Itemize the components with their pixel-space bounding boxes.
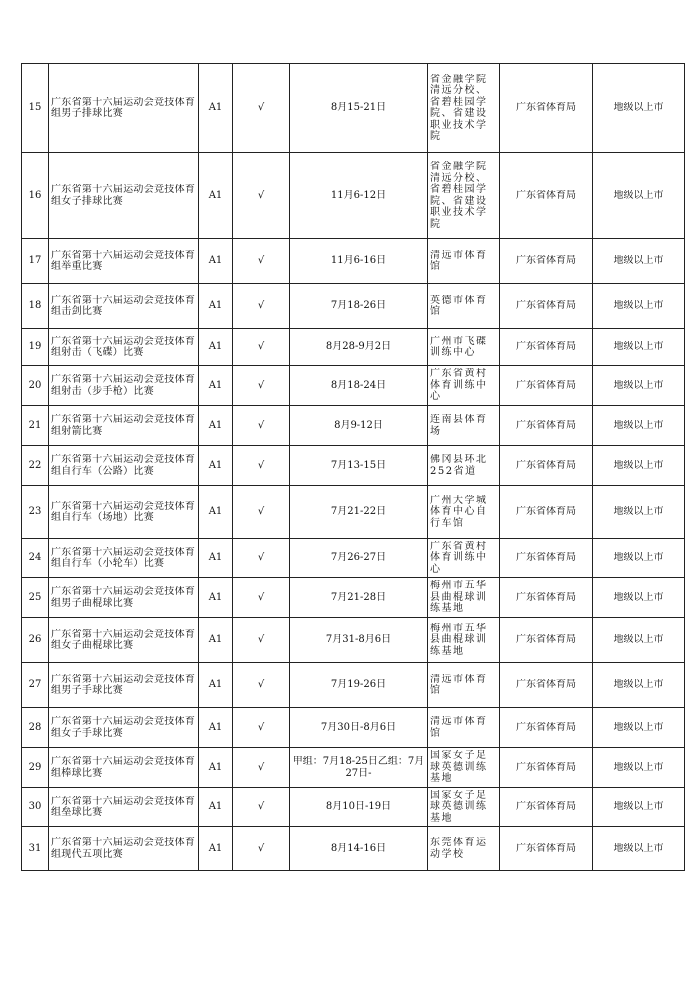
event-name-text: 广东省第十六届运动会竞技体育组射箭比赛 bbox=[51, 414, 196, 437]
row-number bbox=[22, 486, 49, 539]
row-number bbox=[22, 788, 49, 827]
check-mark-text: √ bbox=[257, 255, 265, 267]
organizer-text: 广东省体育局 bbox=[516, 842, 576, 854]
check-mark-text: √ bbox=[257, 419, 265, 431]
check-mark-text: √ bbox=[257, 634, 265, 646]
event-venue bbox=[428, 539, 500, 578]
organizer bbox=[500, 406, 593, 446]
event-date-text: 7月18-26日 bbox=[330, 300, 387, 312]
event-venue-text: 国家女子足球英德训练基地 bbox=[430, 750, 488, 785]
table-row bbox=[22, 663, 685, 708]
row-number-text: 24 bbox=[28, 552, 42, 564]
event-venue-text: 国家女子足球英德训练基地 bbox=[430, 789, 488, 824]
organizer bbox=[500, 663, 593, 708]
event-level bbox=[199, 539, 233, 578]
event-level-text: A1 bbox=[208, 761, 223, 773]
organizer-text: 广东省体育局 bbox=[516, 679, 576, 691]
event-name-text: 广东省第十六届运动会竞技体育组自行车（小轮车）比赛 bbox=[51, 546, 196, 569]
event-level bbox=[199, 663, 233, 708]
organizer-text: 广东省体育局 bbox=[516, 379, 576, 391]
event-name-text: 广东省第十六届运动会竞技体育组男子曲棍球比赛 bbox=[51, 586, 196, 609]
row-number-text: 18 bbox=[28, 300, 42, 312]
event-venue bbox=[428, 827, 500, 871]
row-number bbox=[22, 239, 49, 284]
participant-scope bbox=[593, 539, 685, 578]
row-number bbox=[22, 539, 49, 578]
organizer bbox=[500, 329, 593, 366]
event-date-text: 8月10日-19日 bbox=[325, 801, 392, 813]
row-number-text: 26 bbox=[28, 634, 42, 646]
table-row bbox=[22, 578, 685, 618]
event-name-text: 广东省第十六届运动会竞技体育组男子手球比赛 bbox=[51, 673, 196, 696]
event-level-text: A1 bbox=[208, 459, 223, 471]
schedule-table bbox=[21, 63, 685, 871]
event-name-text: 广东省第十六届运动会竞技体育组举重比赛 bbox=[51, 249, 196, 272]
event-date bbox=[290, 64, 428, 153]
participant-scope-text: 地级以上市 bbox=[613, 634, 664, 646]
participant-scope-text: 地级以上市 bbox=[613, 591, 664, 603]
row-number-text: 27 bbox=[28, 679, 42, 691]
check-mark-text: √ bbox=[257, 341, 265, 353]
event-level-text: A1 bbox=[208, 341, 223, 353]
event-date bbox=[290, 618, 428, 663]
row-number-text: 28 bbox=[28, 721, 42, 733]
event-date-text: 7月21-28日 bbox=[330, 591, 387, 603]
participant-scope bbox=[593, 748, 685, 788]
event-name-text: 广东省第十六届运动会竞技体育组女子排球比赛 bbox=[51, 184, 196, 207]
table-row bbox=[22, 153, 685, 239]
organizer bbox=[500, 618, 593, 663]
participant-scope-text: 地级以上市 bbox=[613, 679, 664, 691]
event-level-text: A1 bbox=[208, 255, 223, 267]
event-date-text: 8月28-9月2日 bbox=[325, 341, 392, 353]
row-number bbox=[22, 64, 49, 153]
check-mark-text: √ bbox=[257, 506, 265, 518]
organizer bbox=[500, 446, 593, 486]
event-name-text: 广东省第十六届运动会竞技体育组自行车（公路）比赛 bbox=[51, 454, 196, 477]
event-level-text: A1 bbox=[208, 591, 223, 603]
check-mark bbox=[233, 329, 290, 366]
organizer bbox=[500, 366, 593, 406]
event-venue-text: 清远市体育馆 bbox=[430, 249, 488, 272]
event-date bbox=[290, 284, 428, 329]
organizer-text: 广东省体育局 bbox=[516, 801, 576, 813]
event-date-text: 8月14-16日 bbox=[330, 842, 387, 854]
event-name-text: 广东省第十六届运动会竞技体育组射击（步手枪）比赛 bbox=[51, 374, 196, 397]
table-row bbox=[22, 748, 685, 788]
check-mark-text: √ bbox=[257, 801, 265, 813]
row-number bbox=[22, 708, 49, 748]
organizer bbox=[500, 284, 593, 329]
event-date bbox=[290, 708, 428, 748]
event-venue bbox=[428, 708, 500, 748]
event-venue-text: 梅州市五华县曲棍球训练基地 bbox=[430, 622, 488, 657]
event-venue-text: 广州市飞碟训练中心 bbox=[430, 335, 488, 358]
event-date bbox=[290, 446, 428, 486]
organizer bbox=[500, 153, 593, 239]
event-level bbox=[199, 788, 233, 827]
event-venue bbox=[428, 406, 500, 446]
row-number bbox=[22, 827, 49, 871]
event-venue bbox=[428, 446, 500, 486]
participant-scope-text: 地级以上市 bbox=[613, 842, 664, 854]
event-name bbox=[49, 788, 199, 827]
event-venue bbox=[428, 64, 500, 153]
event-venue-text: 梅州市五华县曲棍球训练基地 bbox=[430, 580, 488, 615]
table-row bbox=[22, 406, 685, 446]
event-date-text: 7月21-22日 bbox=[330, 506, 387, 518]
row-number-text: 29 bbox=[28, 761, 42, 773]
event-level bbox=[199, 748, 233, 788]
participant-scope-text: 地级以上市 bbox=[613, 459, 664, 471]
organizer bbox=[500, 708, 593, 748]
organizer bbox=[500, 748, 593, 788]
check-mark bbox=[233, 153, 290, 239]
event-date-text: 7月30日-8月6日 bbox=[320, 721, 397, 733]
participant-scope bbox=[593, 366, 685, 406]
event-date bbox=[290, 486, 428, 539]
check-mark bbox=[233, 446, 290, 486]
check-mark-text: √ bbox=[257, 842, 265, 854]
event-level-text: A1 bbox=[208, 189, 223, 201]
participant-scope bbox=[593, 239, 685, 284]
event-name-text: 广东省第十六届运动会竞技体育组现代五项比赛 bbox=[51, 837, 196, 860]
table-row bbox=[22, 486, 685, 539]
table-row bbox=[22, 539, 685, 578]
event-name bbox=[49, 329, 199, 366]
event-venue bbox=[428, 748, 500, 788]
participant-scope bbox=[593, 284, 685, 329]
event-name-text: 广东省第十六届运动会竞技体育组男子排球比赛 bbox=[51, 96, 196, 119]
event-level bbox=[199, 64, 233, 153]
event-level bbox=[199, 486, 233, 539]
participant-scope-text: 地级以上市 bbox=[613, 341, 664, 353]
event-venue bbox=[428, 239, 500, 284]
participant-scope bbox=[593, 329, 685, 366]
event-level bbox=[199, 827, 233, 871]
event-date bbox=[290, 539, 428, 578]
event-name bbox=[49, 406, 199, 446]
event-venue-text: 广东省黄村体育训练中心 bbox=[430, 368, 488, 403]
event-venue bbox=[428, 366, 500, 406]
event-level-text: A1 bbox=[208, 419, 223, 431]
event-name-text: 广东省第十六届运动会竞技体育组击剑比赛 bbox=[51, 294, 196, 317]
participant-scope bbox=[593, 618, 685, 663]
check-mark bbox=[233, 284, 290, 329]
organizer-text: 广东省体育局 bbox=[516, 102, 576, 114]
organizer bbox=[500, 486, 593, 539]
participant-scope-text: 地级以上市 bbox=[613, 255, 664, 267]
check-mark bbox=[233, 64, 290, 153]
check-mark-text: √ bbox=[257, 679, 265, 691]
row-number-text: 15 bbox=[28, 102, 42, 114]
organizer-text: 广东省体育局 bbox=[516, 721, 576, 733]
event-date-text: 11月6-16日 bbox=[330, 255, 387, 267]
row-number-text: 31 bbox=[28, 842, 42, 854]
check-mark bbox=[233, 748, 290, 788]
event-name bbox=[49, 708, 199, 748]
event-venue bbox=[428, 284, 500, 329]
organizer bbox=[500, 539, 593, 578]
event-level-text: A1 bbox=[208, 721, 223, 733]
event-level-text: A1 bbox=[208, 634, 223, 646]
row-number bbox=[22, 618, 49, 663]
organizer-text: 广东省体育局 bbox=[516, 189, 576, 201]
event-venue-text: 佛冈县环北252省道 bbox=[430, 454, 488, 477]
event-name-text: 广东省第十六届运动会竞技体育组棒球比赛 bbox=[51, 756, 196, 779]
participant-scope bbox=[593, 486, 685, 539]
event-level-text: A1 bbox=[208, 679, 223, 691]
table-row bbox=[22, 827, 685, 871]
event-level-text: A1 bbox=[208, 506, 223, 518]
event-level bbox=[199, 708, 233, 748]
event-date-text: 7月13-15日 bbox=[330, 459, 387, 471]
event-level-text: A1 bbox=[208, 102, 223, 114]
row-number-text: 17 bbox=[28, 255, 42, 267]
participant-scope-text: 地级以上市 bbox=[613, 552, 664, 564]
event-name-text: 广东省第十六届运动会竞技体育组射击（飞碟）比赛 bbox=[51, 335, 196, 358]
event-venue-text: 省金融学院清远分校、省碧桂园学院、省建设职业技术学院 bbox=[430, 73, 488, 142]
event-level-text: A1 bbox=[208, 842, 223, 854]
event-date-text: 7月26-27日 bbox=[330, 552, 387, 564]
event-date bbox=[290, 748, 428, 788]
event-name bbox=[49, 366, 199, 406]
organizer-text: 广东省体育局 bbox=[516, 761, 576, 773]
event-level-text: A1 bbox=[208, 801, 223, 813]
organizer-text: 广东省体育局 bbox=[516, 255, 576, 267]
participant-scope bbox=[593, 406, 685, 446]
check-mark-text: √ bbox=[257, 379, 265, 391]
check-mark bbox=[233, 827, 290, 871]
event-level bbox=[199, 618, 233, 663]
row-number-text: 16 bbox=[28, 189, 42, 201]
event-level-text: A1 bbox=[208, 552, 223, 564]
organizer-text: 广东省体育局 bbox=[516, 506, 576, 518]
participant-scope-text: 地级以上市 bbox=[613, 189, 664, 201]
table-row bbox=[22, 284, 685, 329]
row-number bbox=[22, 578, 49, 618]
row-number bbox=[22, 366, 49, 406]
organizer-text: 广东省体育局 bbox=[516, 419, 576, 431]
check-mark-text: √ bbox=[257, 591, 265, 603]
row-number-text: 20 bbox=[28, 379, 42, 391]
organizer-text: 广东省体育局 bbox=[516, 591, 576, 603]
organizer-text: 广东省体育局 bbox=[516, 300, 576, 312]
check-mark-text: √ bbox=[257, 761, 265, 773]
participant-scope-text: 地级以上市 bbox=[613, 419, 664, 431]
check-mark bbox=[233, 708, 290, 748]
event-date-text: 7月31-8月6日 bbox=[325, 634, 392, 646]
row-number bbox=[22, 329, 49, 366]
event-venue bbox=[428, 486, 500, 539]
event-name bbox=[49, 578, 199, 618]
event-name bbox=[49, 64, 199, 153]
check-mark-text: √ bbox=[257, 189, 265, 201]
check-mark bbox=[233, 486, 290, 539]
table-row bbox=[22, 708, 685, 748]
organizer bbox=[500, 578, 593, 618]
participant-scope-text: 地级以上市 bbox=[613, 102, 664, 114]
event-venue-text: 清远市体育馆 bbox=[430, 716, 488, 739]
event-date bbox=[290, 366, 428, 406]
participant-scope-text: 地级以上市 bbox=[613, 801, 664, 813]
event-venue-text: 广东省黄村体育训练中心 bbox=[430, 540, 488, 575]
event-level bbox=[199, 446, 233, 486]
table-row bbox=[22, 788, 685, 827]
participant-scope-text: 地级以上市 bbox=[613, 379, 664, 391]
event-venue-text: 清远市体育馆 bbox=[430, 673, 488, 696]
check-mark bbox=[233, 618, 290, 663]
check-mark-text: √ bbox=[257, 300, 265, 312]
event-date-text: 甲组：7月18-25日乙组：7月27日- bbox=[292, 756, 425, 779]
event-level bbox=[199, 153, 233, 239]
event-level bbox=[199, 366, 233, 406]
event-name bbox=[49, 748, 199, 788]
event-name bbox=[49, 153, 199, 239]
organizer bbox=[500, 788, 593, 827]
organizer bbox=[500, 64, 593, 153]
event-level bbox=[199, 239, 233, 284]
organizer bbox=[500, 827, 593, 871]
participant-scope-text: 地级以上市 bbox=[613, 721, 664, 733]
event-level bbox=[199, 578, 233, 618]
row-number bbox=[22, 663, 49, 708]
check-mark bbox=[233, 239, 290, 284]
table-row bbox=[22, 64, 685, 153]
organizer-text: 广东省体育局 bbox=[516, 634, 576, 646]
event-date bbox=[290, 788, 428, 827]
event-level-text: A1 bbox=[208, 379, 223, 391]
event-level bbox=[199, 406, 233, 446]
event-level bbox=[199, 284, 233, 329]
event-date-text: 8月18-24日 bbox=[330, 379, 387, 391]
table-row bbox=[22, 239, 685, 284]
row-number bbox=[22, 446, 49, 486]
event-date bbox=[290, 329, 428, 366]
check-mark-text: √ bbox=[257, 552, 265, 564]
check-mark-text: √ bbox=[257, 459, 265, 471]
row-number-text: 25 bbox=[28, 591, 42, 603]
table-row bbox=[22, 618, 685, 663]
event-name bbox=[49, 284, 199, 329]
participant-scope-text: 地级以上市 bbox=[613, 761, 664, 773]
event-venue bbox=[428, 618, 500, 663]
event-date-text: 7月19-26日 bbox=[330, 679, 387, 691]
participant-scope bbox=[593, 708, 685, 748]
event-venue bbox=[428, 788, 500, 827]
organizer-text: 广东省体育局 bbox=[516, 459, 576, 471]
organizer-text: 广东省体育局 bbox=[516, 341, 576, 353]
participant-scope-text: 地级以上市 bbox=[613, 506, 664, 518]
event-venue-text: 东莞体育运动学校 bbox=[430, 837, 488, 860]
participant-scope bbox=[593, 663, 685, 708]
participant-scope bbox=[593, 788, 685, 827]
event-venue bbox=[428, 153, 500, 239]
event-venue bbox=[428, 663, 500, 708]
row-number-text: 23 bbox=[28, 506, 42, 518]
row-number-text: 30 bbox=[28, 801, 42, 813]
event-date-text: 8月9-12日 bbox=[334, 419, 383, 431]
event-name-text: 广东省第十六届运动会竞技体育组女子手球比赛 bbox=[51, 716, 196, 739]
row-number bbox=[22, 153, 49, 239]
event-name bbox=[49, 446, 199, 486]
row-number-text: 21 bbox=[28, 419, 42, 431]
check-mark-text: √ bbox=[257, 721, 265, 733]
participant-scope bbox=[593, 64, 685, 153]
check-mark bbox=[233, 578, 290, 618]
check-mark bbox=[233, 406, 290, 446]
event-name bbox=[49, 663, 199, 708]
participant-scope bbox=[593, 827, 685, 871]
check-mark bbox=[233, 788, 290, 827]
event-date bbox=[290, 663, 428, 708]
participant-scope bbox=[593, 153, 685, 239]
check-mark bbox=[233, 663, 290, 708]
event-date bbox=[290, 239, 428, 284]
participant-scope bbox=[593, 446, 685, 486]
row-number-text: 22 bbox=[28, 459, 42, 471]
event-date-text: 8月15-21日 bbox=[330, 102, 387, 114]
event-name bbox=[49, 239, 199, 284]
event-venue-text: 省金融学院清远分校、省碧桂园学院、省建设职业技术学院 bbox=[430, 161, 488, 230]
table-body bbox=[22, 64, 685, 871]
table-row bbox=[22, 329, 685, 366]
check-mark-text: √ bbox=[257, 102, 265, 114]
event-venue-text: 连南县体育场 bbox=[430, 414, 488, 437]
event-date bbox=[290, 406, 428, 446]
table-row bbox=[22, 366, 685, 406]
event-date-text: 11月6-12日 bbox=[330, 189, 387, 201]
event-name bbox=[49, 486, 199, 539]
event-venue bbox=[428, 578, 500, 618]
row-number bbox=[22, 748, 49, 788]
organizer-text: 广东省体育局 bbox=[516, 552, 576, 564]
check-mark bbox=[233, 366, 290, 406]
event-date bbox=[290, 153, 428, 239]
event-name-text: 广东省第十六届运动会竞技体育组垒球比赛 bbox=[51, 795, 196, 818]
event-name bbox=[49, 618, 199, 663]
participant-scope bbox=[593, 578, 685, 618]
event-name bbox=[49, 539, 199, 578]
event-venue bbox=[428, 329, 500, 366]
participant-scope-text: 地级以上市 bbox=[613, 300, 664, 312]
event-level bbox=[199, 329, 233, 366]
row-number bbox=[22, 406, 49, 446]
event-date bbox=[290, 578, 428, 618]
event-date bbox=[290, 827, 428, 871]
row-number-text: 19 bbox=[28, 341, 42, 353]
event-venue-text: 英德市体育馆 bbox=[430, 294, 488, 317]
event-venue-text: 广州大学城体育中心自行车馆 bbox=[430, 494, 488, 529]
table-row bbox=[22, 446, 685, 486]
event-name-text: 广东省第十六届运动会竞技体育组女子曲棍球比赛 bbox=[51, 628, 196, 651]
event-level-text: A1 bbox=[208, 300, 223, 312]
organizer bbox=[500, 239, 593, 284]
event-name bbox=[49, 827, 199, 871]
row-number bbox=[22, 284, 49, 329]
event-name-text: 广东省第十六届运动会竞技体育组自行车（场地）比赛 bbox=[51, 500, 196, 523]
check-mark bbox=[233, 539, 290, 578]
